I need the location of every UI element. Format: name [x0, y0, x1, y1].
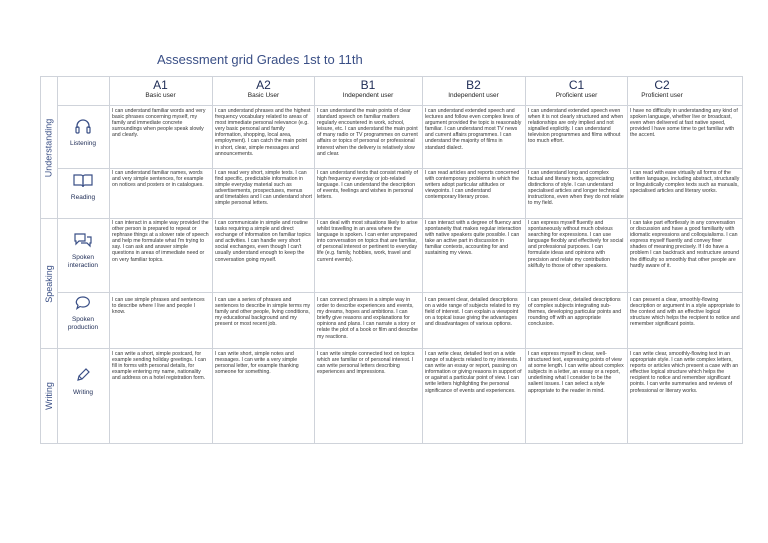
- skill-reading: [58, 174, 108, 202]
- descriptor-interaction-b1: I can deal with most situations likely to arise whilst travelling in an area where the language is spoken. I can enter unprepared into conversation on topics that are familiar, of personal interest or pertinent to everyday life (e.g. family, hobbies, work, travel and current events).: [317, 220, 418, 263]
- pencil-icon: [75, 367, 91, 383]
- category-writing: [40, 349, 57, 443]
- level-name: Basic User: [247, 92, 280, 99]
- descriptor-reading-c1: I can understand long and complex factual and literary texts, appreciating distinctions of style. I can understand specialised articles and longer technical instructions, even when they do not relate to my field.: [528, 170, 624, 207]
- level-code: C2: [654, 78, 670, 92]
- level-header-a2: [213, 79, 314, 100]
- grid-line: [40, 443, 743, 444]
- headphones-icon: [74, 118, 92, 134]
- descriptor-production-a1: I can use simple phrases and sentences to describe where I live and people I know.: [112, 297, 205, 316]
- level-header-b2: [423, 79, 524, 100]
- level-name: Independent user: [448, 92, 499, 99]
- descriptor-reading-b1: I can understand texts that consist mainly of high frequency everyday or job-related language. I can understand the description of events, feelings and wishes in personal letters.: [317, 170, 418, 201]
- skill-listening: [58, 118, 108, 148]
- speech-bubbles-icon: [73, 232, 93, 248]
- level-name: Proficient user: [555, 92, 598, 99]
- descriptor-writing-a2: I can write short, simple notes and messages. I can write a very simple personal letter, for example thanking someone for something.: [215, 351, 299, 376]
- skill-name: Reading: [70, 194, 96, 201]
- descriptor-production-c2: I can present a clear, smoothly-flowing description or argument in a style appropriate to the context and with an effective logical structure which helps the recipient to notice and remember significant points.: [630, 297, 740, 328]
- descriptor-writing-b2: I can write clear, detailed text on a wide range of subjects related to my interests. I can write an essay or report, passing on information or giving reasons in support of or against a particular point of view. I can write letters highlighting the personal significance of events and experiences.: [425, 351, 522, 394]
- grid-line: [212, 76, 213, 444]
- descriptor-interaction-c2: I can take part effortlessly in any conversation or discussion and have a good familiarity with idiomatic expressions and colloquialisms. I can express myself fluently and convey finer shades of meaning precisely. If I do have a problem I can backtrack and restructure around the difficulty so smoothly that other people are hardly aware of it.: [630, 220, 739, 269]
- descriptor-listening-b1: I can understand the main points of clear standard speech on familiar matters regularly encountered in work, school, leisure, etc. I can understand the main point of many radio or TV programmes on current affairs or topics of personal or professional interest when the delivery is relatively slow and clear.: [317, 108, 418, 157]
- book-icon: [73, 174, 93, 188]
- descriptor-writing-b1: I can write simple connected text on topics which are familiar or of personal interest. I can write personal letters describing experiences and impressions.: [317, 351, 415, 376]
- descriptor-listening-c1: I can understand extended speech even when it is not clearly structured and when relationships are only implied and not signalled explicitly. I can understand television programmes and films without too much effort.: [528, 108, 624, 145]
- skill-writing: [58, 367, 108, 397]
- level-code: C1: [568, 78, 585, 92]
- grid-line: [525, 76, 526, 444]
- level-code: B2: [466, 78, 481, 92]
- descriptor-production-c1: I can present clear, detailed descriptions of complex subjects integrating sub-themes, developing particular points and rounding off with an appropriate conclusion.: [528, 297, 622, 328]
- descriptor-listening-b2: I can understand extended speech and lectures and follow even complex lines of argument provided the topic is reasonably familiar. I can understand most TV news and current affairs programmes. I can understand the majority of films in standard dialect.: [425, 108, 522, 151]
- descriptor-reading-a2: I can read very short, simple texts. I can find specific, predictable information in simple everyday material such as advertisements, prospectuses, menus and timetables and I can understand short simple personal letters.: [215, 170, 312, 207]
- descriptor-reading-a1: I can understand familiar names, words and very simple sentences, for example on notices and posters or in catalogues.: [112, 170, 204, 189]
- category-understanding: [40, 77, 57, 218]
- descriptor-reading-b2: I can read articles and reports concerned with contemporary problems in which the writers adopt particular attitudes or viewpoints. I can understand contemporary literary prose.: [425, 170, 520, 201]
- skill-spoken-interaction: [58, 232, 108, 270]
- descriptor-production-b1: I can connect phrases in a simple way in order to describe experiences and events, my dreams, hopes and ambitions. I can briefly give reasons and explanations for opinions and plans. I can narrate a story or relate the plot of a book or film and describe my reactions.: [317, 297, 418, 340]
- level-code: A1: [153, 78, 168, 92]
- level-header-c1: [526, 79, 627, 100]
- descriptor-listening-a1: I can understand familiar words and very basic phrases concerning myself, my family and immediate concrete surroundings when people speak slowly and clearly.: [112, 108, 206, 139]
- skill-spoken-production: [58, 296, 108, 332]
- skill-name: Spoken interaction: [68, 254, 98, 269]
- descriptor-production-b2: I can present clear, detailed descriptions on a wide range of subjects related to my field of interest. I can explain a viewpoint on a topical issue giving the advantages and disadvantages of various options.: [425, 297, 520, 328]
- page-title: Assessment grid Grades 1st to 11th: [157, 52, 363, 67]
- skill-name: Writing: [72, 389, 94, 396]
- skill-name: Listening: [69, 140, 97, 147]
- level-header-c2: [632, 79, 692, 100]
- level-name: Basic user: [145, 92, 176, 99]
- skill-name: Spoken production: [67, 316, 99, 331]
- grid-line: [422, 76, 423, 444]
- grid-line: [40, 218, 743, 219]
- descriptor-interaction-a2: I can communicate in simple and routine tasks requiring a simple and direct exchange of information on familiar topics and activities. I can handle very short social exchanges, even though I can't usually understand enough to keep the conversation going myself.: [215, 220, 311, 263]
- grid-line: [40, 348, 743, 349]
- speech-bubble-icon: [75, 296, 91, 310]
- grid-line: [314, 76, 315, 444]
- level-header-a1: [110, 79, 211, 100]
- grid-line: [109, 76, 110, 444]
- grid-line: [40, 76, 743, 77]
- level-code: B1: [360, 78, 376, 92]
- grid-line: [57, 105, 743, 106]
- category-speaking: [40, 219, 57, 348]
- category-label: Writing: [43, 382, 54, 410]
- descriptor-listening-a2: I can understand phrases and the highest frequency vocabulary related to areas of most immediate personal relevance (e.g. very basic personal and family information, shopping, local area, employment). I can catch the main point in short, clear, simple messages and announcements.: [215, 108, 311, 157]
- level-name: Independent user: [342, 92, 394, 99]
- grid-line: [57, 292, 743, 293]
- descriptor-listening-c2: I have no difficulty in understanding any kind of spoken language, whether live or broadcast, even when delivered at fast native speed, provided I have some time to get familiar with the accent.: [630, 108, 738, 139]
- descriptor-writing-c1: I can express myself in clear, well-structured text, expressing points of view at some length. I can write about complex subjects in a letter, an essay or a report, underlining what I consider to be the salient issues. I can select a style appropriate to the reader in mind.: [528, 351, 624, 394]
- level-code: A2: [256, 78, 271, 92]
- category-label: Speaking: [43, 264, 54, 303]
- category-label: Understanding: [43, 118, 54, 177]
- descriptor-writing-c2: I can write clear, smoothly-flowing text in an appropriate style. I can write complex letters, reports or articles which present a case with an effective logical structure which helps the recipient to notice and remember significant points. I can write summaries and reviews of professional or literary works.: [630, 351, 739, 394]
- grid-line: [742, 76, 743, 444]
- descriptor-interaction-b2: I can interact with a degree of fluency and spontaneity that makes regular interaction with native speakers quite possible. I can take an active part in discussion in familiar contexts, accounting for and sustaining my views.: [425, 220, 522, 257]
- level-name: Proficient user: [641, 92, 683, 99]
- descriptor-reading-c2: I can read with ease virtually all forms of the written language, including abstract, structurally or linguistically complex texts such as manuals, specialised articles and literary works.: [630, 170, 740, 195]
- level-header-b1: [315, 79, 421, 100]
- descriptor-interaction-c1: I can express myself fluently and spontaneously without much obvious searching for expressions. I can use language flexibly and effectively for social and professional purposes. I can formulate ideas and opinions with precision and relate my contribution skilfully to those of other speakers.: [528, 220, 624, 269]
- grid-line: [57, 168, 743, 169]
- grid-line: [627, 76, 628, 444]
- descriptor-interaction-a1: I can interact in a simple way provided the other person is prepared to repeat or rephrase things at a slower rate of speech and help me formulate what I'm trying to say. I can ask and answer simple questions in areas of immediate need or on very familiar topics.: [112, 220, 209, 263]
- descriptor-production-a2: I can use a series of phrases and sentences to describe in simple terms my family and other people, living conditions, my educational background and my present or most recent job.: [215, 297, 311, 328]
- descriptor-writing-a1: I can write a short, simple postcard, for example sending holiday greetings. I can fill in forms with personal details, for example entering my name, nationality and address on a hotel registration form.: [112, 351, 207, 382]
